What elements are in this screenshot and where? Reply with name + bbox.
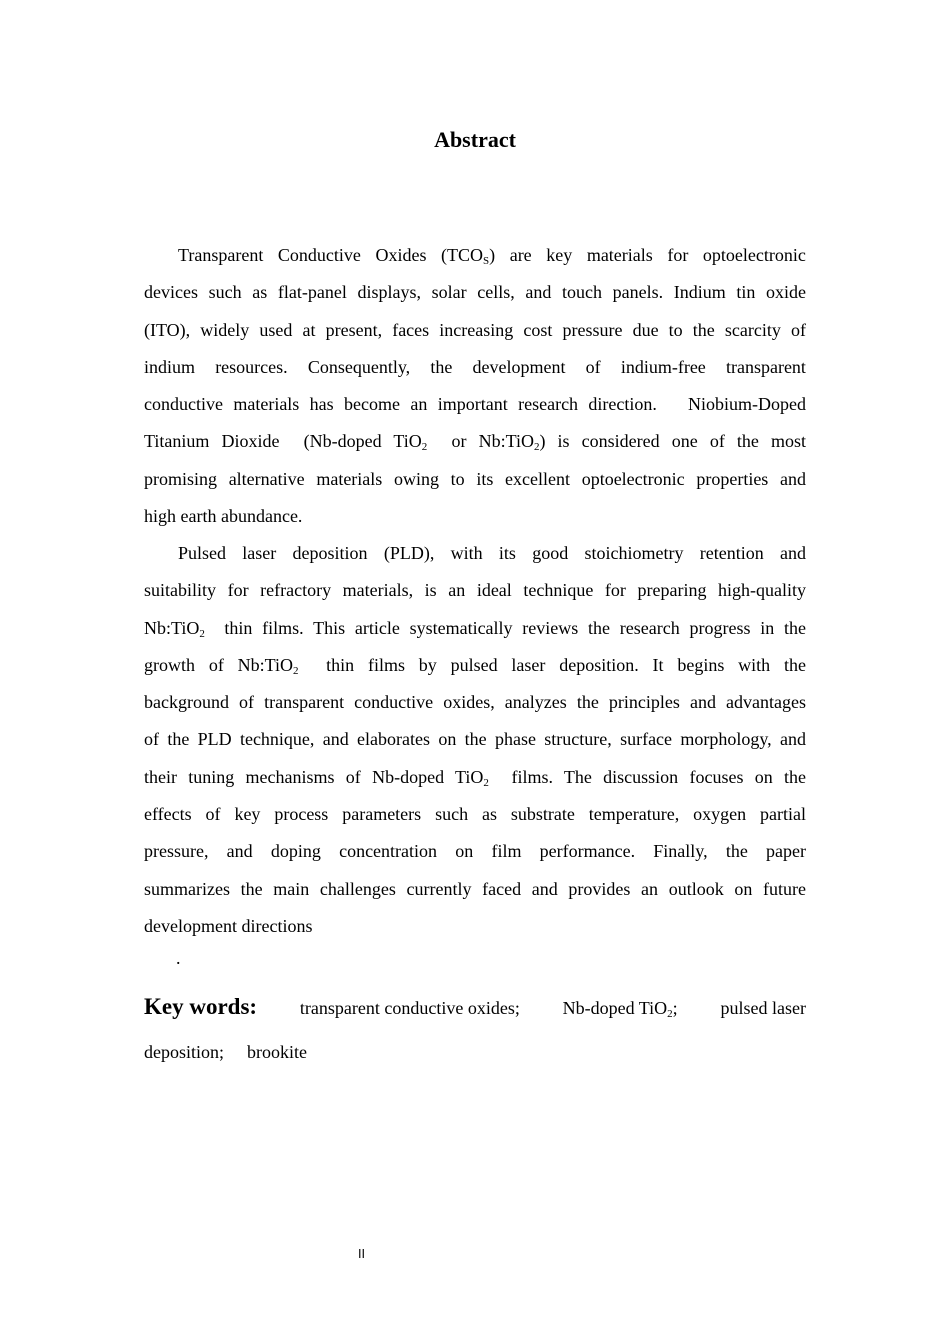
paragraph-line: (ITO), widely used at present, faces increasing cost pressure due to the scarcity of xyxy=(144,319,806,340)
paragraph-line: suitability for refractory materials, is an ideal technique for preparing high-quality xyxy=(144,580,806,601)
paragraph-line: conductive materials has become an important research direction. Niobium-Doped xyxy=(144,394,806,415)
keywords-line xyxy=(144,1042,806,1063)
paragraph-line: background of transparent conductive oxides, analyzes the principles and advantages xyxy=(144,692,806,713)
keywords-line xyxy=(144,994,806,1030)
keyword: deposition; xyxy=(144,1042,224,1062)
paragraph-line: promising alternative materials owing to its excellent optoelectronic properties and xyxy=(144,468,806,489)
paragraph-line: Titanium Dioxide (Nb-doped TiO$_2$ or Nb:TiO$_2$) is considered one of the most xyxy=(144,431,807,454)
paragraph-line: their tuning mechanisms of Nb-doped TiO$_2$ films. The discussion focuses on the xyxy=(144,766,806,789)
abstract-paragraph-2 xyxy=(144,535,806,945)
paragraph-line: devices such as flat-panel displays, solar cells, and touch panels. Indium tin oxide xyxy=(144,282,806,303)
paragraph-line: Pulsed laser deposition (PLD), with its good stoichiometry retention and xyxy=(178,543,806,563)
paragraph-line: high earth abundance. xyxy=(144,506,303,527)
keyword: brookite xyxy=(247,1042,307,1062)
stray-period: . xyxy=(176,948,181,968)
abstract-title: Abstract xyxy=(434,127,516,152)
keyword: Nb-doped TiO$_2$; xyxy=(562,998,678,1020)
keyword: pulsed laser xyxy=(720,998,806,1018)
paragraph-line: of the PLD technique, and elaborates on the phase structure, surface morphology, and xyxy=(144,729,806,750)
paragraph-line: summarizes the main challenges currently faced and provides an outlook on future xyxy=(144,878,806,899)
paragraph-line: Transparent Conductive Oxides $(TCO_S)$ are key materials for optoelectronic xyxy=(178,245,806,267)
keywords-section xyxy=(144,994,806,1063)
keywords-label: Key words: xyxy=(144,994,258,1019)
page-number: II xyxy=(358,1247,366,1261)
abstract-paragraph-1 xyxy=(144,237,806,535)
paragraph-line: effects of key process parameters such as substrate temperature, oxygen partial xyxy=(144,804,806,825)
paragraph-line: Nb:TiO$_2$ thin films. This article systematically reviews the research progress in the xyxy=(144,617,806,640)
keyword: transparent conductive oxides; xyxy=(299,998,520,1018)
paragraph-line: development directions xyxy=(144,915,313,936)
paragraph-line: pressure, and doping concentration on film performance. Finally, the paper xyxy=(144,841,806,862)
paragraph-line: indium resources. Consequently, the development of indium-free transparent xyxy=(144,356,806,377)
paragraph-line: growth of Nb:TiO$_2$ thin films by pulsed laser deposition. It begins with the xyxy=(144,654,806,677)
